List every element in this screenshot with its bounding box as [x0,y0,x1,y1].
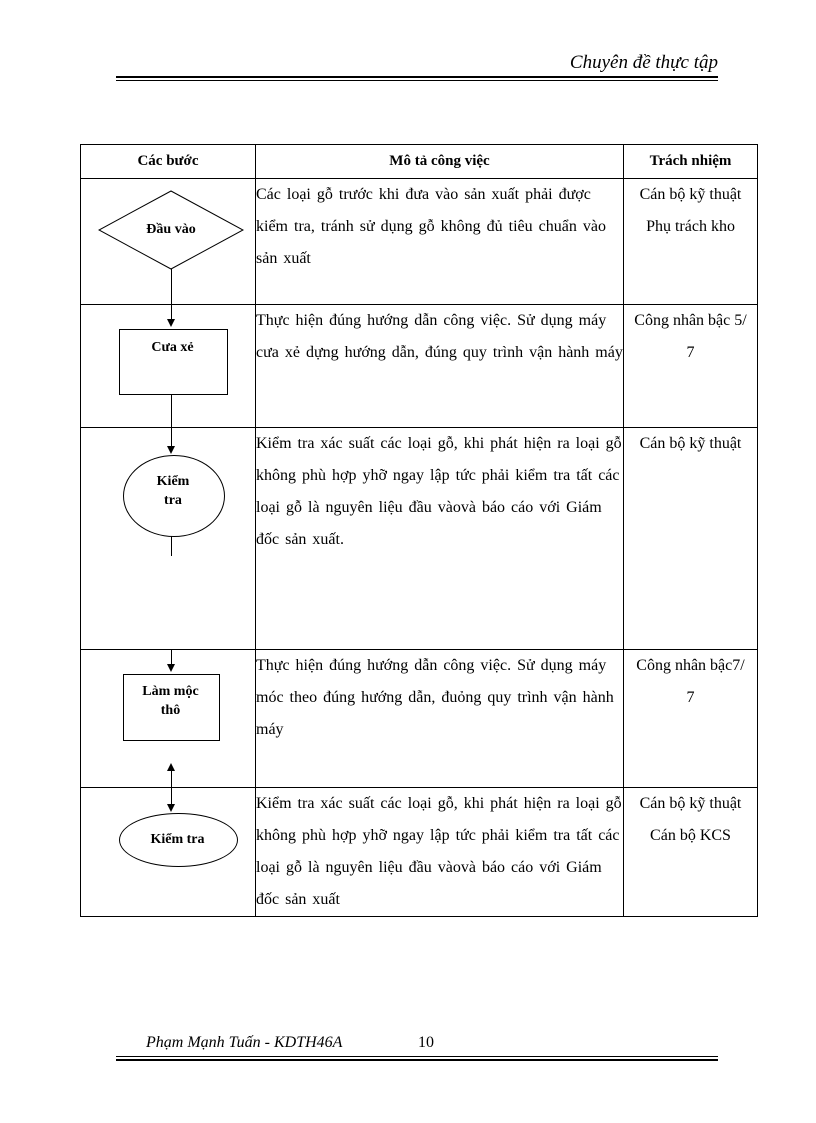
responsibility-cell: Công nhân bậc 5/ 7 [624,305,758,428]
connector-line [171,650,172,664]
connector-line [171,788,172,804]
responsibility-line: Phụ trách kho [646,218,735,235]
footer-author: Phạm Mạnh Tuấn - KDTH46A [146,1034,343,1051]
arrow-down-icon [167,319,175,327]
responsibility-line: Cán bộ kỹ thuật [639,186,742,203]
connector-line [171,305,172,319]
responsibility-line: Cán bộ kỹ thuật [639,795,742,812]
step-label [123,472,223,510]
arrow-down-icon [167,804,175,812]
connector-line [171,428,172,446]
step-cell [81,305,256,428]
table-header-row [81,145,758,179]
connector-line [171,269,172,305]
table-row [81,788,758,917]
step-cell [81,428,256,650]
responsibility-cell [624,179,758,305]
column-header-steps: Các bước [81,145,256,179]
step-label-line: tra [164,493,182,508]
step-cell [81,788,256,917]
table-row [81,179,758,305]
connector-line [171,395,172,428]
header-rule [116,76,718,78]
column-header-responsibility: Trách nhiệm [624,145,758,179]
step-label [123,682,218,720]
description-cell: Các loại gỗ trước khi đưa vào sản xuất phải được kiểm tra, tránh sử dụng gỗ không đủ tiêu chuẩn vào sản xuất [256,179,624,305]
column-header-description: Mô tả công việc [256,145,624,179]
step-label: Đầu vào [146,222,196,237]
header-title: Chuyên đề thực tập [569,52,718,73]
arrow-up-icon [167,763,175,771]
connector-line [171,536,172,556]
responsibility-line: Cán bộ KCS [650,827,731,844]
step-label-line: Làm mộc [142,684,199,699]
process-table [80,144,758,917]
connector-line [171,771,172,788]
page-number: 10 [418,1034,434,1051]
step-label-line: thô [160,703,181,718]
table-row [81,650,758,788]
arrow-down-icon [167,664,175,672]
description-cell: Thực hiện đúng hướng dẫn công việc. Sử dụng máy móc theo đúng hướng dẫn, đuỏng quy trình vận hành máy [256,650,624,788]
table-row [81,305,758,428]
description-cell: Kiểm tra xác suất các loại gỗ, khi phát hiện ra loại gỗ không phù hợp yhỡ ngay lập tức phải kiểm tra tất các loại gỗ là nguyên liệu đầu vàovà báo cáo với Giám đốc sản xuất [256,788,624,917]
header-rule-thin [116,80,718,81]
footer-rule [116,1059,718,1061]
responsibility-cell [624,788,758,917]
description-cell: Thực hiện đúng hướng dẫn công việc. Sử dụng máy cưa xẻ dựng hướng dẫn, đúng quy trình vận hành máy [256,305,624,428]
step-label: Kiểm tra [150,832,205,847]
step-label: Cưa xẻ [151,340,194,355]
footer-rule-thin [116,1056,718,1057]
responsibility-cell: Công nhân bậc7/ 7 [624,650,758,788]
step-label-line: Kiểm [156,474,190,489]
description-cell: Kiểm tra xác suất các loại gỗ, khi phát hiện ra loại gỗ không phù hợp yhỡ ngay lập tức phải kiểm tra tất các loại gỗ là nguyên liệu đầu vàovà báo cáo với Giám đốc sản xuất. [256,428,624,650]
step-cell [81,650,256,788]
responsibility-cell: Cán bộ kỹ thuật [624,428,758,650]
arrow-down-icon [167,446,175,454]
step-cell [81,179,256,305]
table-row [81,428,758,650]
